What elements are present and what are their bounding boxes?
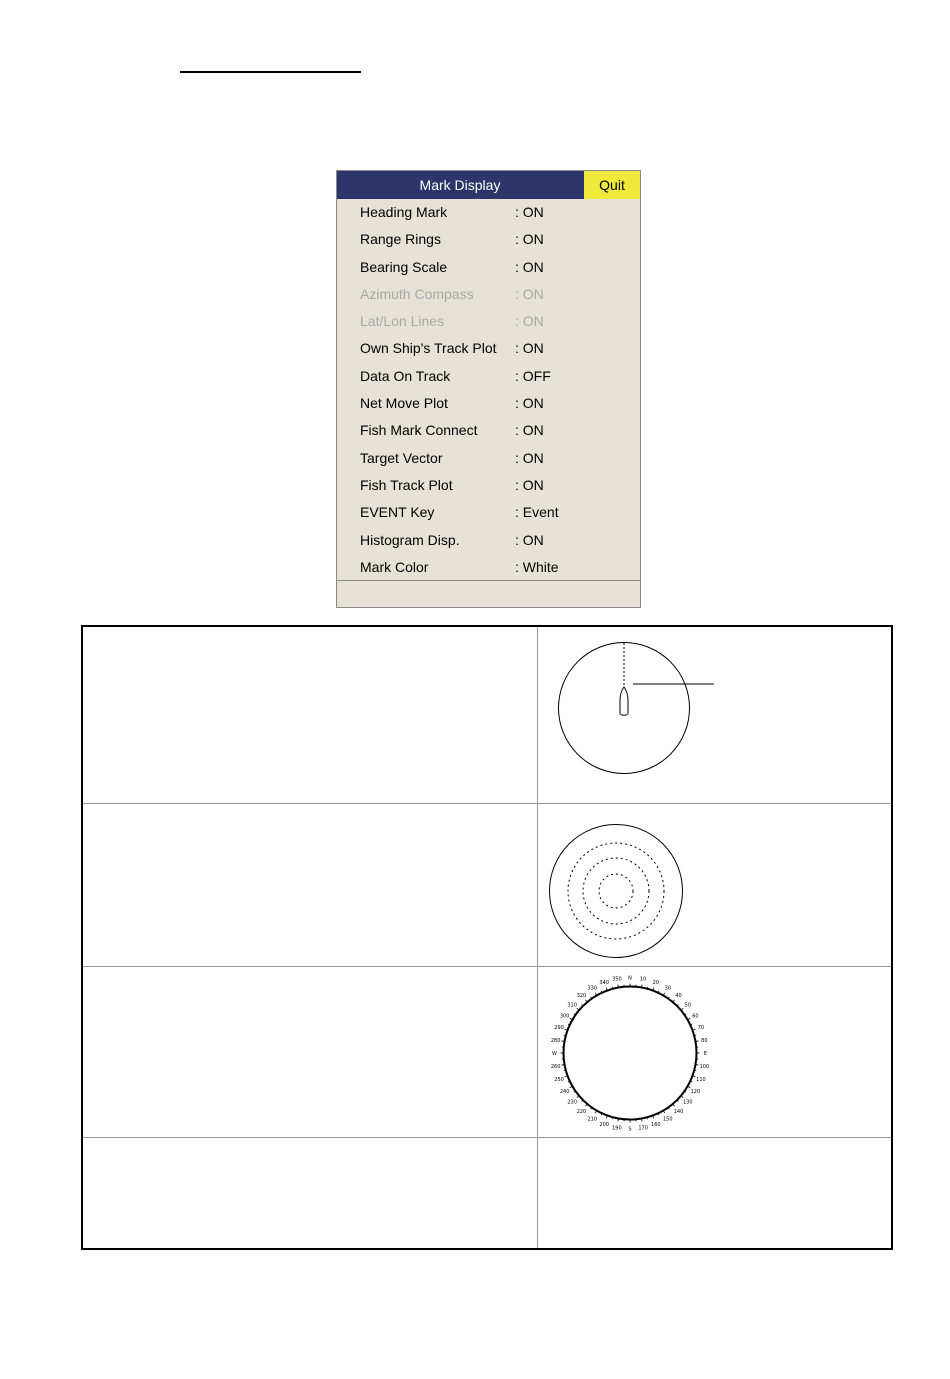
bearing-label: 210 (587, 1116, 598, 1123)
bearing-label: 30 (664, 985, 671, 992)
bearing-label: W (552, 1051, 557, 1057)
bearing-label: 300 (559, 1013, 570, 1020)
range-rings-figure (548, 824, 688, 964)
bearing-label: 350 (612, 976, 622, 983)
bearing-scale-labels (551, 976, 709, 1133)
bearing-scale-figure (548, 971, 718, 1139)
bearing-label: E (703, 1051, 708, 1057)
bearing-tick (564, 1035, 566, 1036)
menu-item-value: : ON (515, 258, 544, 275)
row-divider (83, 803, 891, 804)
menu-item-value: : ON (515, 422, 544, 439)
column-divider (537, 627, 538, 1248)
menu-item-label: Net Move Plot (360, 395, 448, 412)
menu-item-label: Heading Mark (360, 204, 448, 220)
bearing-label: 330 (587, 985, 598, 992)
bearing-label: 240 (559, 1088, 570, 1095)
menu-item-label: Range Rings (360, 231, 441, 248)
menu-item-label: Azimuth Compass (360, 285, 474, 302)
bearing-label: 160 (651, 1121, 661, 1128)
menu-item-label: Bearing Scale (360, 258, 448, 275)
range-ring-outer (568, 843, 664, 939)
menu-item-value: : Event (515, 504, 559, 521)
menu-item-value: : ON (515, 285, 544, 302)
bearing-tick (562, 1041, 565, 1042)
bearing-tick (694, 1035, 696, 1036)
bearing-tick (647, 1117, 648, 1119)
bearing-tick (647, 987, 648, 989)
bearing-label: 230 (567, 1099, 577, 1106)
bearing-tick (642, 1118, 643, 1121)
menu-item-fish-mark-connect[interactable] (337, 418, 640, 445)
range-ring-inner (599, 874, 633, 908)
menu-item-mark-color[interactable] (337, 555, 640, 582)
menu-item-label: Fish Mark Connect (360, 422, 478, 439)
menu-item-label: Fish Track Plot (360, 476, 453, 493)
display-circle (550, 825, 683, 958)
bearing-label: 290 (554, 1025, 564, 1032)
bearing-tick (642, 985, 643, 988)
mark-description-table (81, 625, 893, 1250)
bearing-label: 220 (576, 1108, 587, 1115)
bearing-label: 280 (550, 1037, 561, 1044)
bearing-label: 100 (699, 1064, 710, 1071)
bearing-label: S (628, 1126, 632, 1133)
bearing-tick (564, 1070, 566, 1071)
menu-item-value: : ON (515, 395, 544, 412)
bearing-label: 320 (576, 993, 587, 1000)
menu-item-data-on-track[interactable] (337, 364, 640, 391)
bearing-label: 20 (652, 980, 660, 987)
bearing-label: 70 (697, 1025, 705, 1032)
menu-item-lat-lon-lines (337, 309, 640, 336)
bearing-tick (612, 987, 613, 989)
bearing-label: 60 (692, 1013, 699, 1020)
bearing-label: 200 (599, 1121, 609, 1128)
menu-item-azimuth-compass (337, 282, 640, 309)
own-ship-icon (620, 687, 628, 715)
bearing-tick (562, 1065, 565, 1066)
bearing-tick (612, 1117, 613, 1119)
menu-item-histogram-disp[interactable] (337, 528, 640, 555)
menu-footer (337, 580, 640, 607)
title-underline (180, 71, 361, 73)
menu-item-net-move-plot[interactable] (337, 391, 640, 418)
menu-item-label: Own Ship's Track Plot (360, 340, 497, 357)
range-ring-middle (583, 858, 649, 924)
menu-item-value: : ON (515, 476, 544, 493)
menu-header (337, 171, 640, 199)
bearing-label: 110 (696, 1076, 706, 1083)
bearing-label: 120 (690, 1088, 701, 1095)
bearing-tick (618, 1118, 619, 1121)
menu-item-value: : ON (515, 340, 544, 357)
menu-item-target-vector[interactable] (337, 446, 640, 473)
menu-item-value: : ON (515, 204, 544, 220)
bearing-tick (677, 1005, 678, 1006)
bearing-label: 250 (554, 1076, 564, 1083)
menu-item-label: Mark Color (360, 558, 429, 575)
bearing-label: 40 (675, 993, 682, 1000)
menu-item-label: Data On Track (360, 367, 451, 384)
menu-item-value: : ON (515, 313, 544, 330)
menu-item-own-ship-track-plot[interactable] (337, 336, 640, 363)
quit-button[interactable]: Quit (583, 171, 640, 199)
bearing-tick (582, 1100, 583, 1101)
menu-item-heading-mark[interactable] (337, 200, 640, 227)
bearing-tick (694, 1070, 696, 1071)
menu-item-bearing-scale[interactable] (337, 255, 640, 282)
bearing-label: 140 (673, 1108, 684, 1115)
menu-item-value: : ON (515, 531, 544, 548)
menu-items (337, 200, 640, 582)
bearing-tick (582, 1005, 583, 1006)
bearing-label: 130 (683, 1099, 693, 1106)
menu-item-fish-track-plot[interactable] (337, 473, 640, 500)
heading-mark-figure (543, 635, 743, 785)
bearing-tick (677, 1100, 678, 1101)
menu-item-event-key[interactable] (337, 500, 640, 527)
bearing-tick (618, 985, 619, 988)
menu-item-value: : OFF (515, 367, 551, 384)
menu-item-label: EVENT Key (360, 504, 435, 521)
bearing-scale-circle (564, 987, 697, 1123)
menu-item-value: : ON (515, 231, 544, 248)
bearing-label: 150 (662, 1116, 673, 1123)
menu-item-range-rings[interactable] (337, 227, 640, 254)
bearing-label: 260 (550, 1064, 561, 1071)
bearing-tick (695, 1065, 698, 1066)
row-divider (83, 966, 891, 967)
menu-item-value: : White (515, 558, 559, 575)
menu-item-label: Histogram Disp. (360, 531, 460, 548)
mark-display-menu (336, 170, 641, 608)
row-divider (83, 1137, 891, 1138)
bearing-label: 10 (639, 976, 647, 983)
bearing-scale-ticks (561, 984, 700, 1123)
menu-item-value: : ON (515, 449, 544, 466)
bearing-label: 80 (701, 1037, 708, 1044)
menu-item-label: Target Vector (360, 449, 443, 466)
bearing-label: 340 (599, 980, 609, 987)
bearing-label: 50 (684, 1002, 692, 1009)
menu-item-label: Lat/Lon Lines (360, 313, 445, 330)
menu-title: Mark Display (419, 177, 501, 193)
bearing-label: 310 (567, 1002, 577, 1009)
bearing-label: 190 (612, 1125, 622, 1132)
bearing-tick (695, 1041, 698, 1042)
bearing-label: N (628, 975, 632, 982)
bearing-label: 170 (638, 1125, 648, 1132)
